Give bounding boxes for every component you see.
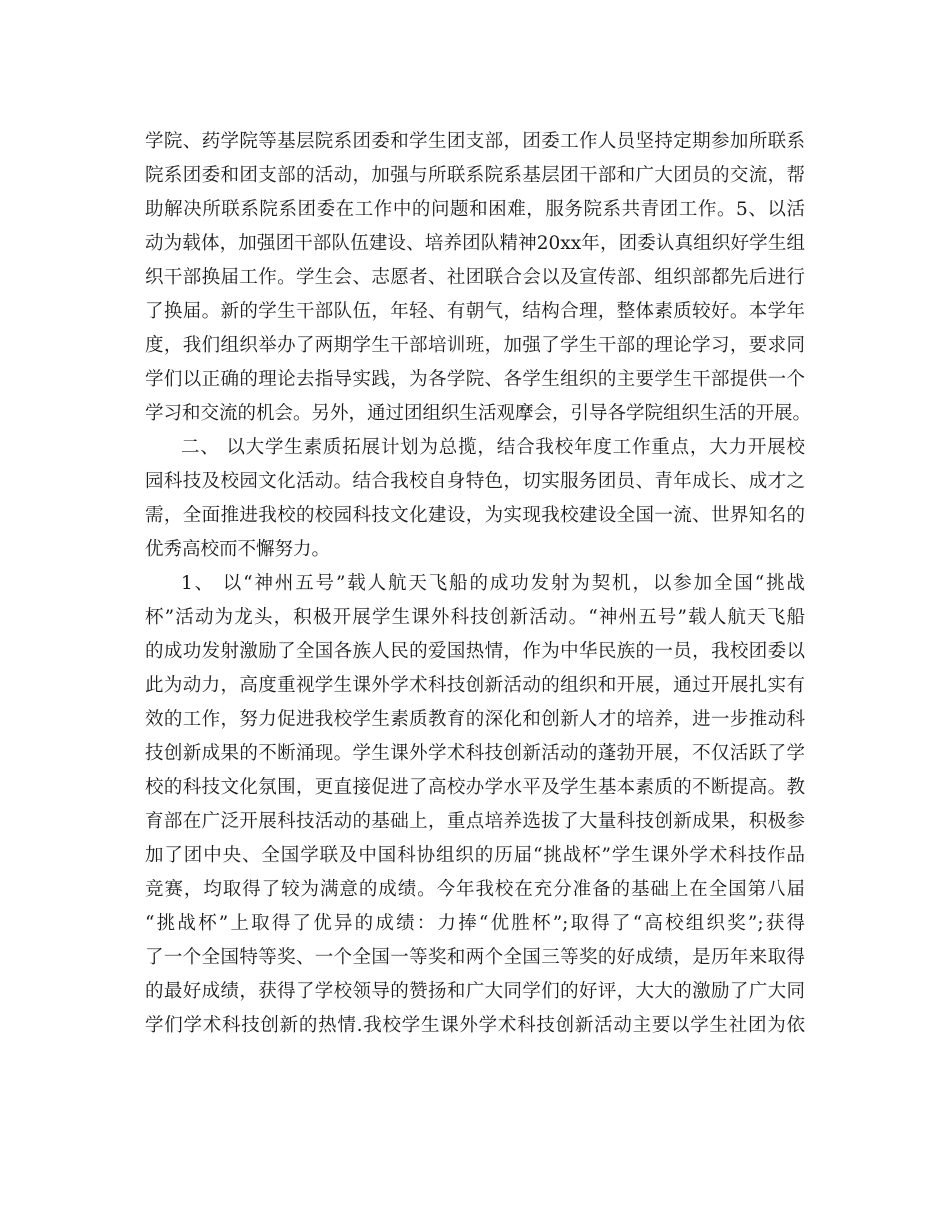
- text-line: 需，全面推进我校的校园科技文化建设，为实现我校建设全国一流、世界知名的: [145, 505, 805, 526]
- section-heading-line: 二、 以大学生素质拓展计划为总揽，结合我校年度工作重点，大力开展校: [181, 437, 805, 458]
- text-line: 织干部换届工作。学生会、志愿者、社团联合会以及宣传部、组织部都先后进行: [145, 267, 805, 288]
- text-line: 学院、药学院等基层院系团委和学生团支部，团委工作人员坚持定期参加所联系: [145, 131, 805, 152]
- text-line: 竞赛，均取得了较为满意的成绩。今年我校在充分准备的基础上在全国第八届: [145, 879, 805, 900]
- text-line: 学习和交流的机会。另外，通过团组织生活观摩会，引导各学院组织生活的开展。: [145, 403, 812, 424]
- text-line: 了一个全国特等奖、一个全国一等奖和两个全国三等奖的好成绩，是历年来取得: [145, 947, 805, 968]
- text-line: 度，我们组织举办了两期学生干部培训班，加强了学生干部的理论学习，要求同: [145, 335, 805, 356]
- subsection-heading-line: 1、 以“神州五号”载人航天飞船的成功发射为契机，以参加全国“挑战: [181, 573, 805, 594]
- text-line: 动为载体，加强团干部队伍建设、培养团队精神20xx年，团委认真组织好学生组: [145, 233, 805, 254]
- text-line: 杯”活动为龙头，积极开展学生课外科技创新活动。“神州五号”载人航天飞船: [145, 607, 805, 628]
- text-line: 的成功发射激励了全国各族人民的爱国热情，作为中华民族的一员，我校团委以: [145, 641, 805, 662]
- text-line: 效的工作，努力促进我校学生素质教育的深化和创新人才的培养，进一步推动科: [145, 709, 805, 730]
- text-line: 学们学术科技创新的热情.我校学生课外学术科技创新活动主要以学生社团为依: [145, 1015, 805, 1036]
- text-line: 了换届。新的学生干部队伍，年轻、有朝气，结构合理，整体素质较好。本学年: [145, 301, 805, 322]
- text-line: 校的科技文化氛围，更直接促进了高校办学水平及学生基本素质的不断提高。教: [145, 777, 805, 798]
- text-line: 的最好成绩，获得了学校领导的赞扬和广大同学们的好评，大大的激励了广大同: [145, 981, 805, 1002]
- text-line: 加了团中央、全国学联及中国科协组织的历届“挑战杯”学生课外学术科技作品: [145, 845, 805, 866]
- text-line: 育部在广泛开展科技活动的基础上，重点培养选拔了大量科技创新成果，积极参: [145, 811, 805, 832]
- text-line: 优秀高校而不懈努力。: [145, 539, 331, 560]
- text-line: 院系团委和团支部的活动，加强与所联系院系基层团干部和广大团员的交流，帮: [145, 165, 805, 186]
- text-line: 此为动力，高度重视学生课外学术科技创新活动的组织和开展，通过开展扎实有: [145, 675, 805, 696]
- text-line: 助解决所联系院系团委在工作中的问题和困难，服务院系共青团工作。5、以活: [145, 199, 805, 220]
- document-body: [145, 125, 812, 1043]
- text-line: “挑战杯”上取得了优异的成绩：力捧“优胜杯”;取得了“高校组织奖”;获得: [145, 913, 805, 934]
- text-line: 园科技及校园文化活动。结合我校自身特色，切实服务团员、青年成长、成才之: [145, 471, 805, 492]
- text-line: 学们以正确的理论去指导实践，为各学院、各学生组织的主要学生干部提供一个: [145, 369, 805, 390]
- text-line: 技创新成果的不断涌现。学生课外学术科技创新活动的蓬勃开展，不仅活跃了学: [145, 743, 805, 764]
